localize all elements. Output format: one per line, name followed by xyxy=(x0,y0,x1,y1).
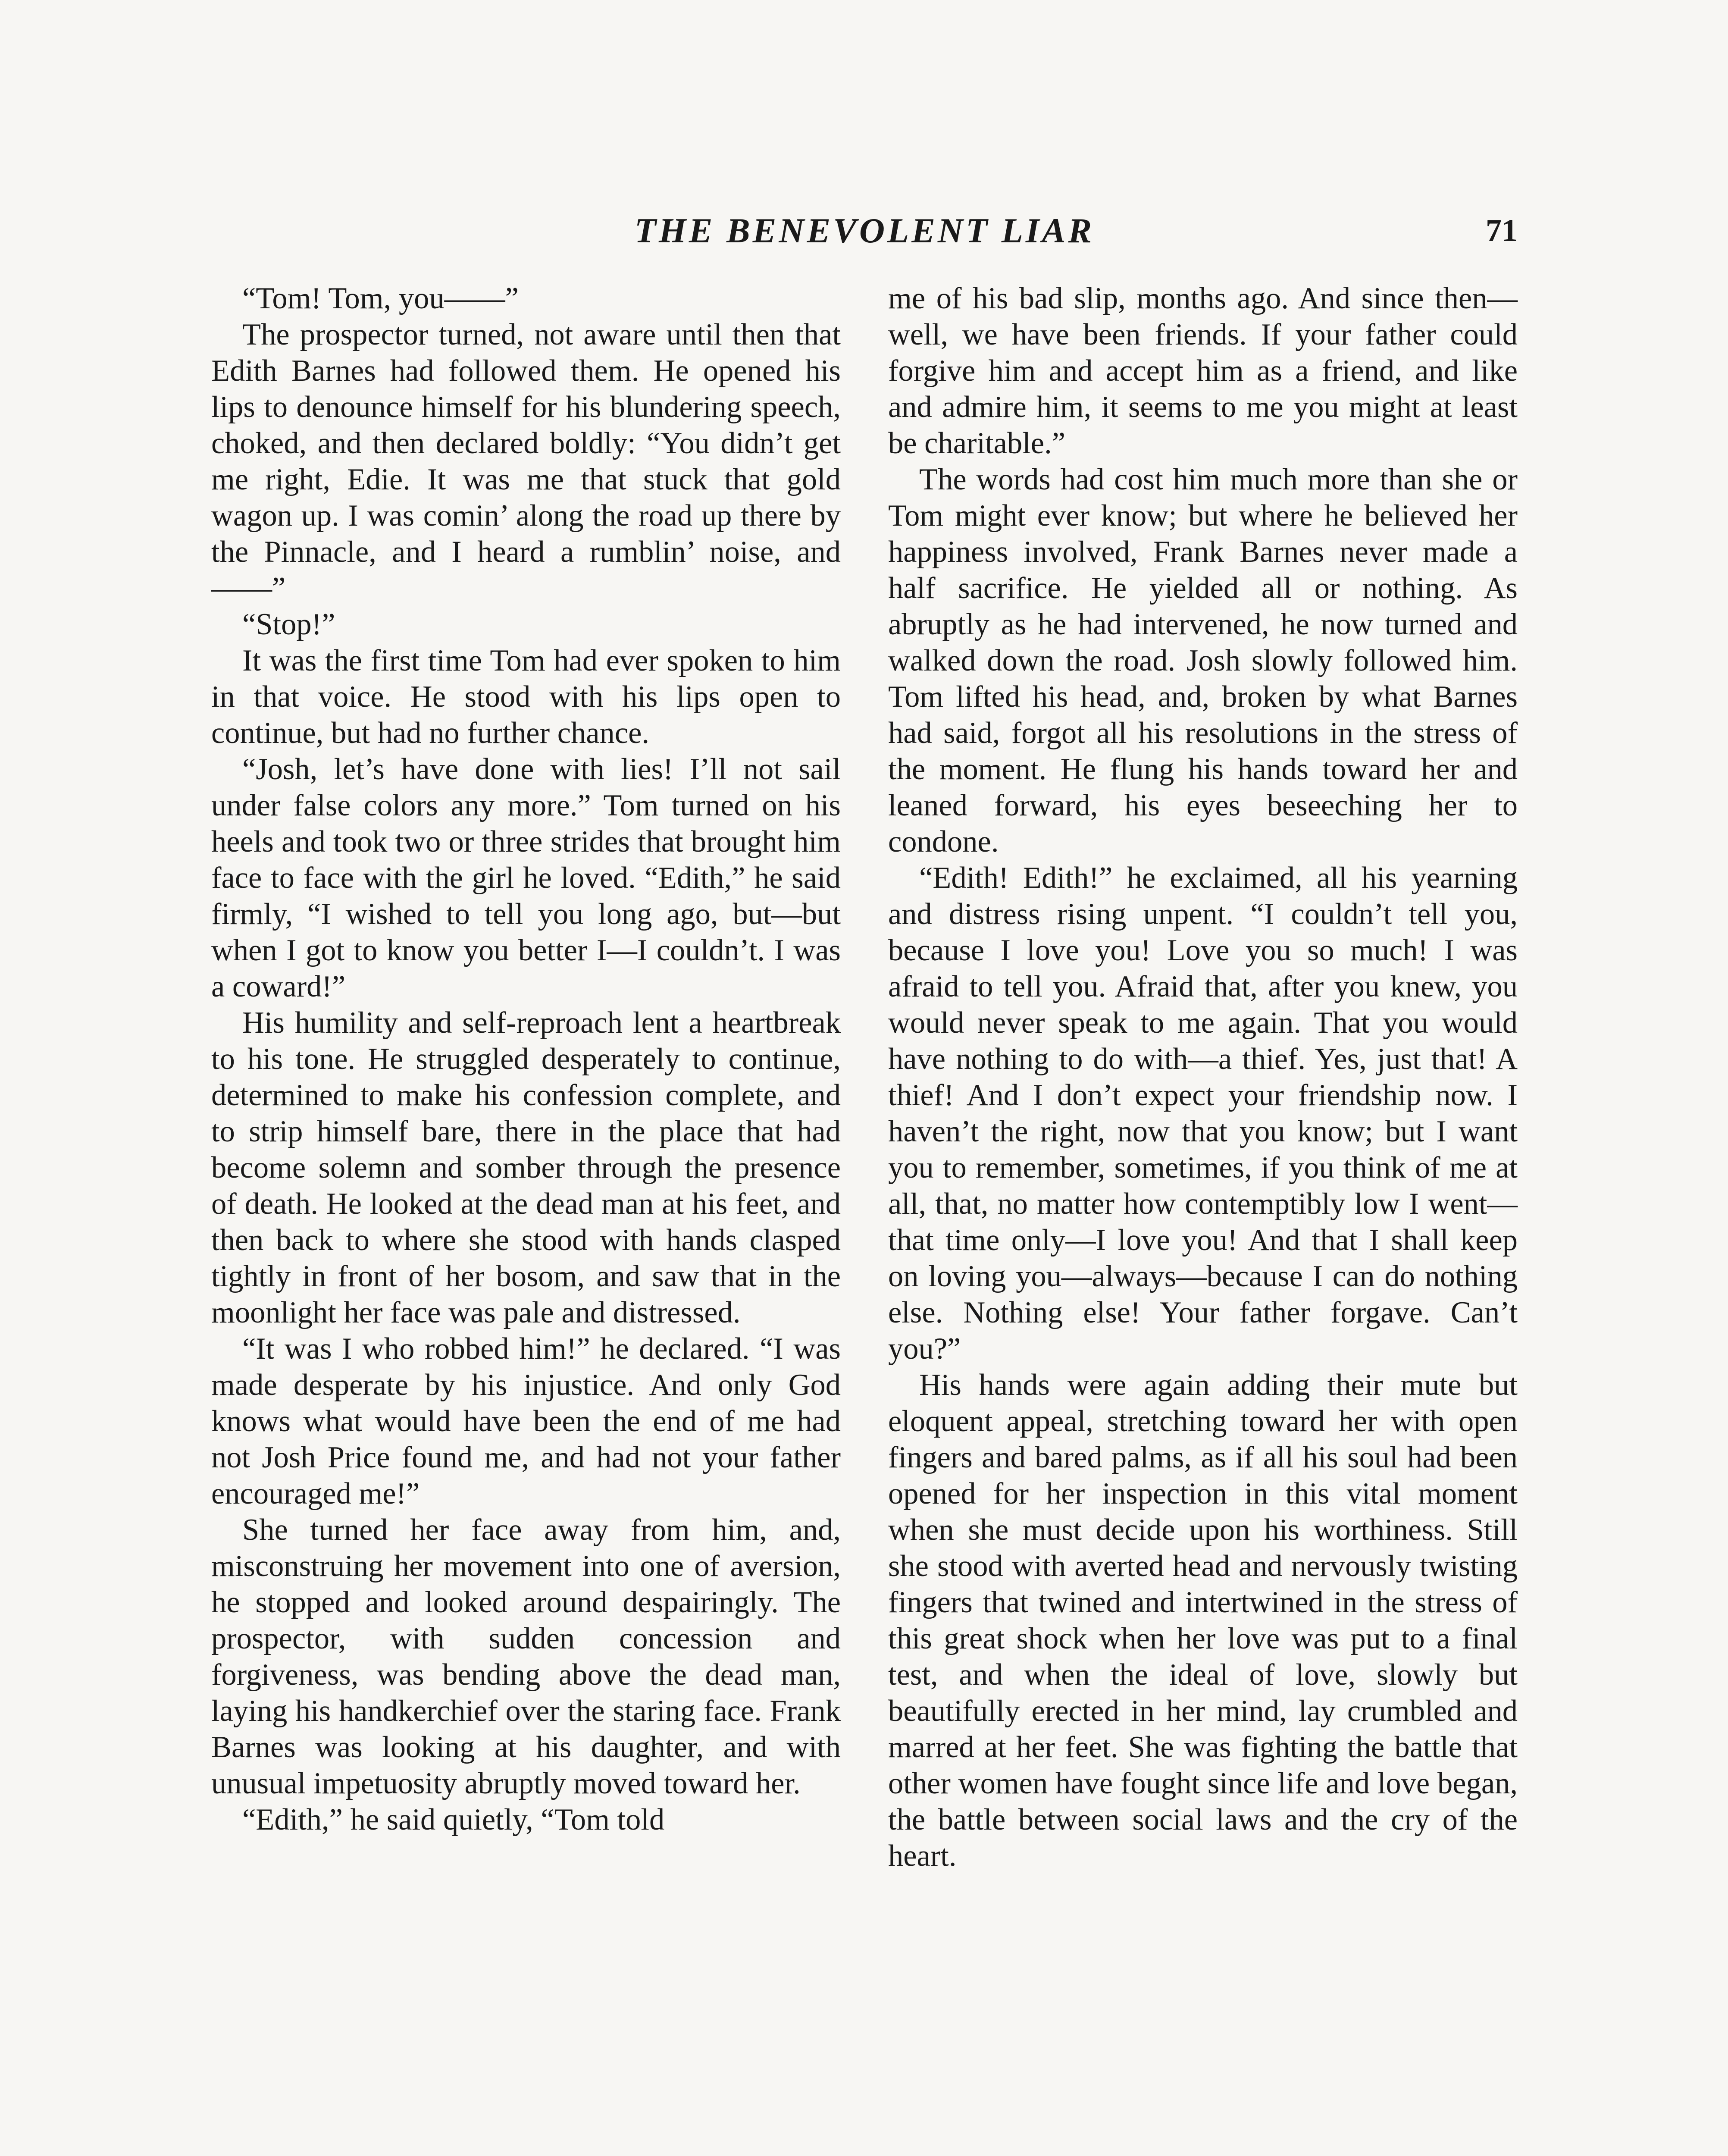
paragraph: “Josh, let’s have done with lies! I’ll not sail under false colors any more.” Tom turned on his heels and took two or three strides that brought him face to face with the girl he loved. “Edith,” he said firmly, “I wished to tell you long ago, but—but when I got to know you better I—I couldn’t. I was a coward!” xyxy=(211,752,841,1003)
page-number: 71 xyxy=(1486,213,1518,248)
paragraph: It was the first time Tom had ever spoken to him in that voice. He stood with his lips open to continue, but had no further chance. xyxy=(211,644,841,750)
left-column xyxy=(211,280,841,1838)
right-column xyxy=(888,280,1518,1874)
paragraph: “Stop!” xyxy=(242,608,335,641)
paragraph: The prospector turned, not aware until then that Edith Barnes had followed them. He opened his lips to denounce himself for his blundering speech, choked, and then declared boldly: “You didn’t get me right, Edie. It was me that stuck that gold wagon up. I was comin’ along the road up there by the Pinnacle, and I heard a rumblin’ noise, and——” xyxy=(211,318,841,605)
paragraph: “It was I who robbed him!” he declared. “I was made desperate by his injustice. And only God knows what would have been the end of me had not Josh Price found me, and had not your father encouraged me!” xyxy=(211,1332,841,1510)
paragraph: “Edith,” he said quietly, “Tom told xyxy=(242,1803,665,1836)
paragraph: “Edith! Edith!” he exclaimed, all his yearning and distress rising unpent. “I couldn’t tell you, because I love you! Love you so much! I was afraid to tell you. Afraid that, after you knew, you would never speak to me again. That you would have nothing to do with—a thief. Yes, just that! A thief! And I don’t expect your friendship now. I haven’t the right, now that you know; but I want you to remember, sometimes, if you think of me at all, that, no matter how contemptibly low I went—that time only—I love you! And that I shall keep on loving you—always—because I can do nothing else. Nothing else! Your father forgave. Can’t you?” xyxy=(888,861,1518,1366)
paragraph: The words had cost him much more than she or Tom might ever know; but where he believed her happiness involved, Frank Barnes never made a half sacrifice. He yielded all or nothing. As abruptly as he had intervened, he now turned and walked down the road. Josh slowly followed him. Tom lifted his head, and, broken by what Barnes had said, forgot all his resolutions in the stress of the moment. He flung his hands toward her and leaned forward, his eyes beseeching her to condone. xyxy=(888,463,1518,859)
paragraph: She turned her face away from him, and, misconstruing her movement into one of aversion, he stopped and looked around despairingly. The prospector, with sudden concession and forgiveness, was bending above the dead man, laying his handkerchief over the staring face. Frank Barnes was looking at his daughter, and with unusual impetuosity abruptly moved toward her. xyxy=(211,1513,841,1800)
paragraph-continued: me of his bad slip, months ago. And since then—well, we have been friends. If your father could forgive him and accept him as a friend, and like and admire him, it seems to me you might at least be charitable.” xyxy=(888,282,1518,460)
paragraph: His hands were again adding their mute but eloquent appeal, stretching toward her with open fingers and bared palms, as if all his soul had been opened for her inspection in this vital moment when she must decide upon his worthiness. Still she stood with averted head and nervously twisting fingers that twined and intertwined in the stress of this great shock when her love was put to a final test, and when the ideal of love, slowly but beautifully erected in her mind, lay crumbled and marred at her feet. She was fighting the battle that other women have fought since life and love began, the battle between social laws and the cry of the heart. xyxy=(888,1368,1518,1873)
paragraph: “Tom! Tom, you——” xyxy=(242,282,519,315)
running-head xyxy=(211,207,1518,263)
paragraph: His humility and self-reproach lent a heartbreak to his tone. He struggled desperately to continue, determined to make his confession complete, and to strip himself bare, there in the place that had become solemn and somber through the presence of death. He looked at the dead man at his feet, and then back to where she stood with hands clasped tightly in front of her bosom, and saw that in the moonlight her face was pale and distressed. xyxy=(211,1006,841,1329)
story-title: THE BENEVOLENT LIAR xyxy=(634,211,1095,250)
